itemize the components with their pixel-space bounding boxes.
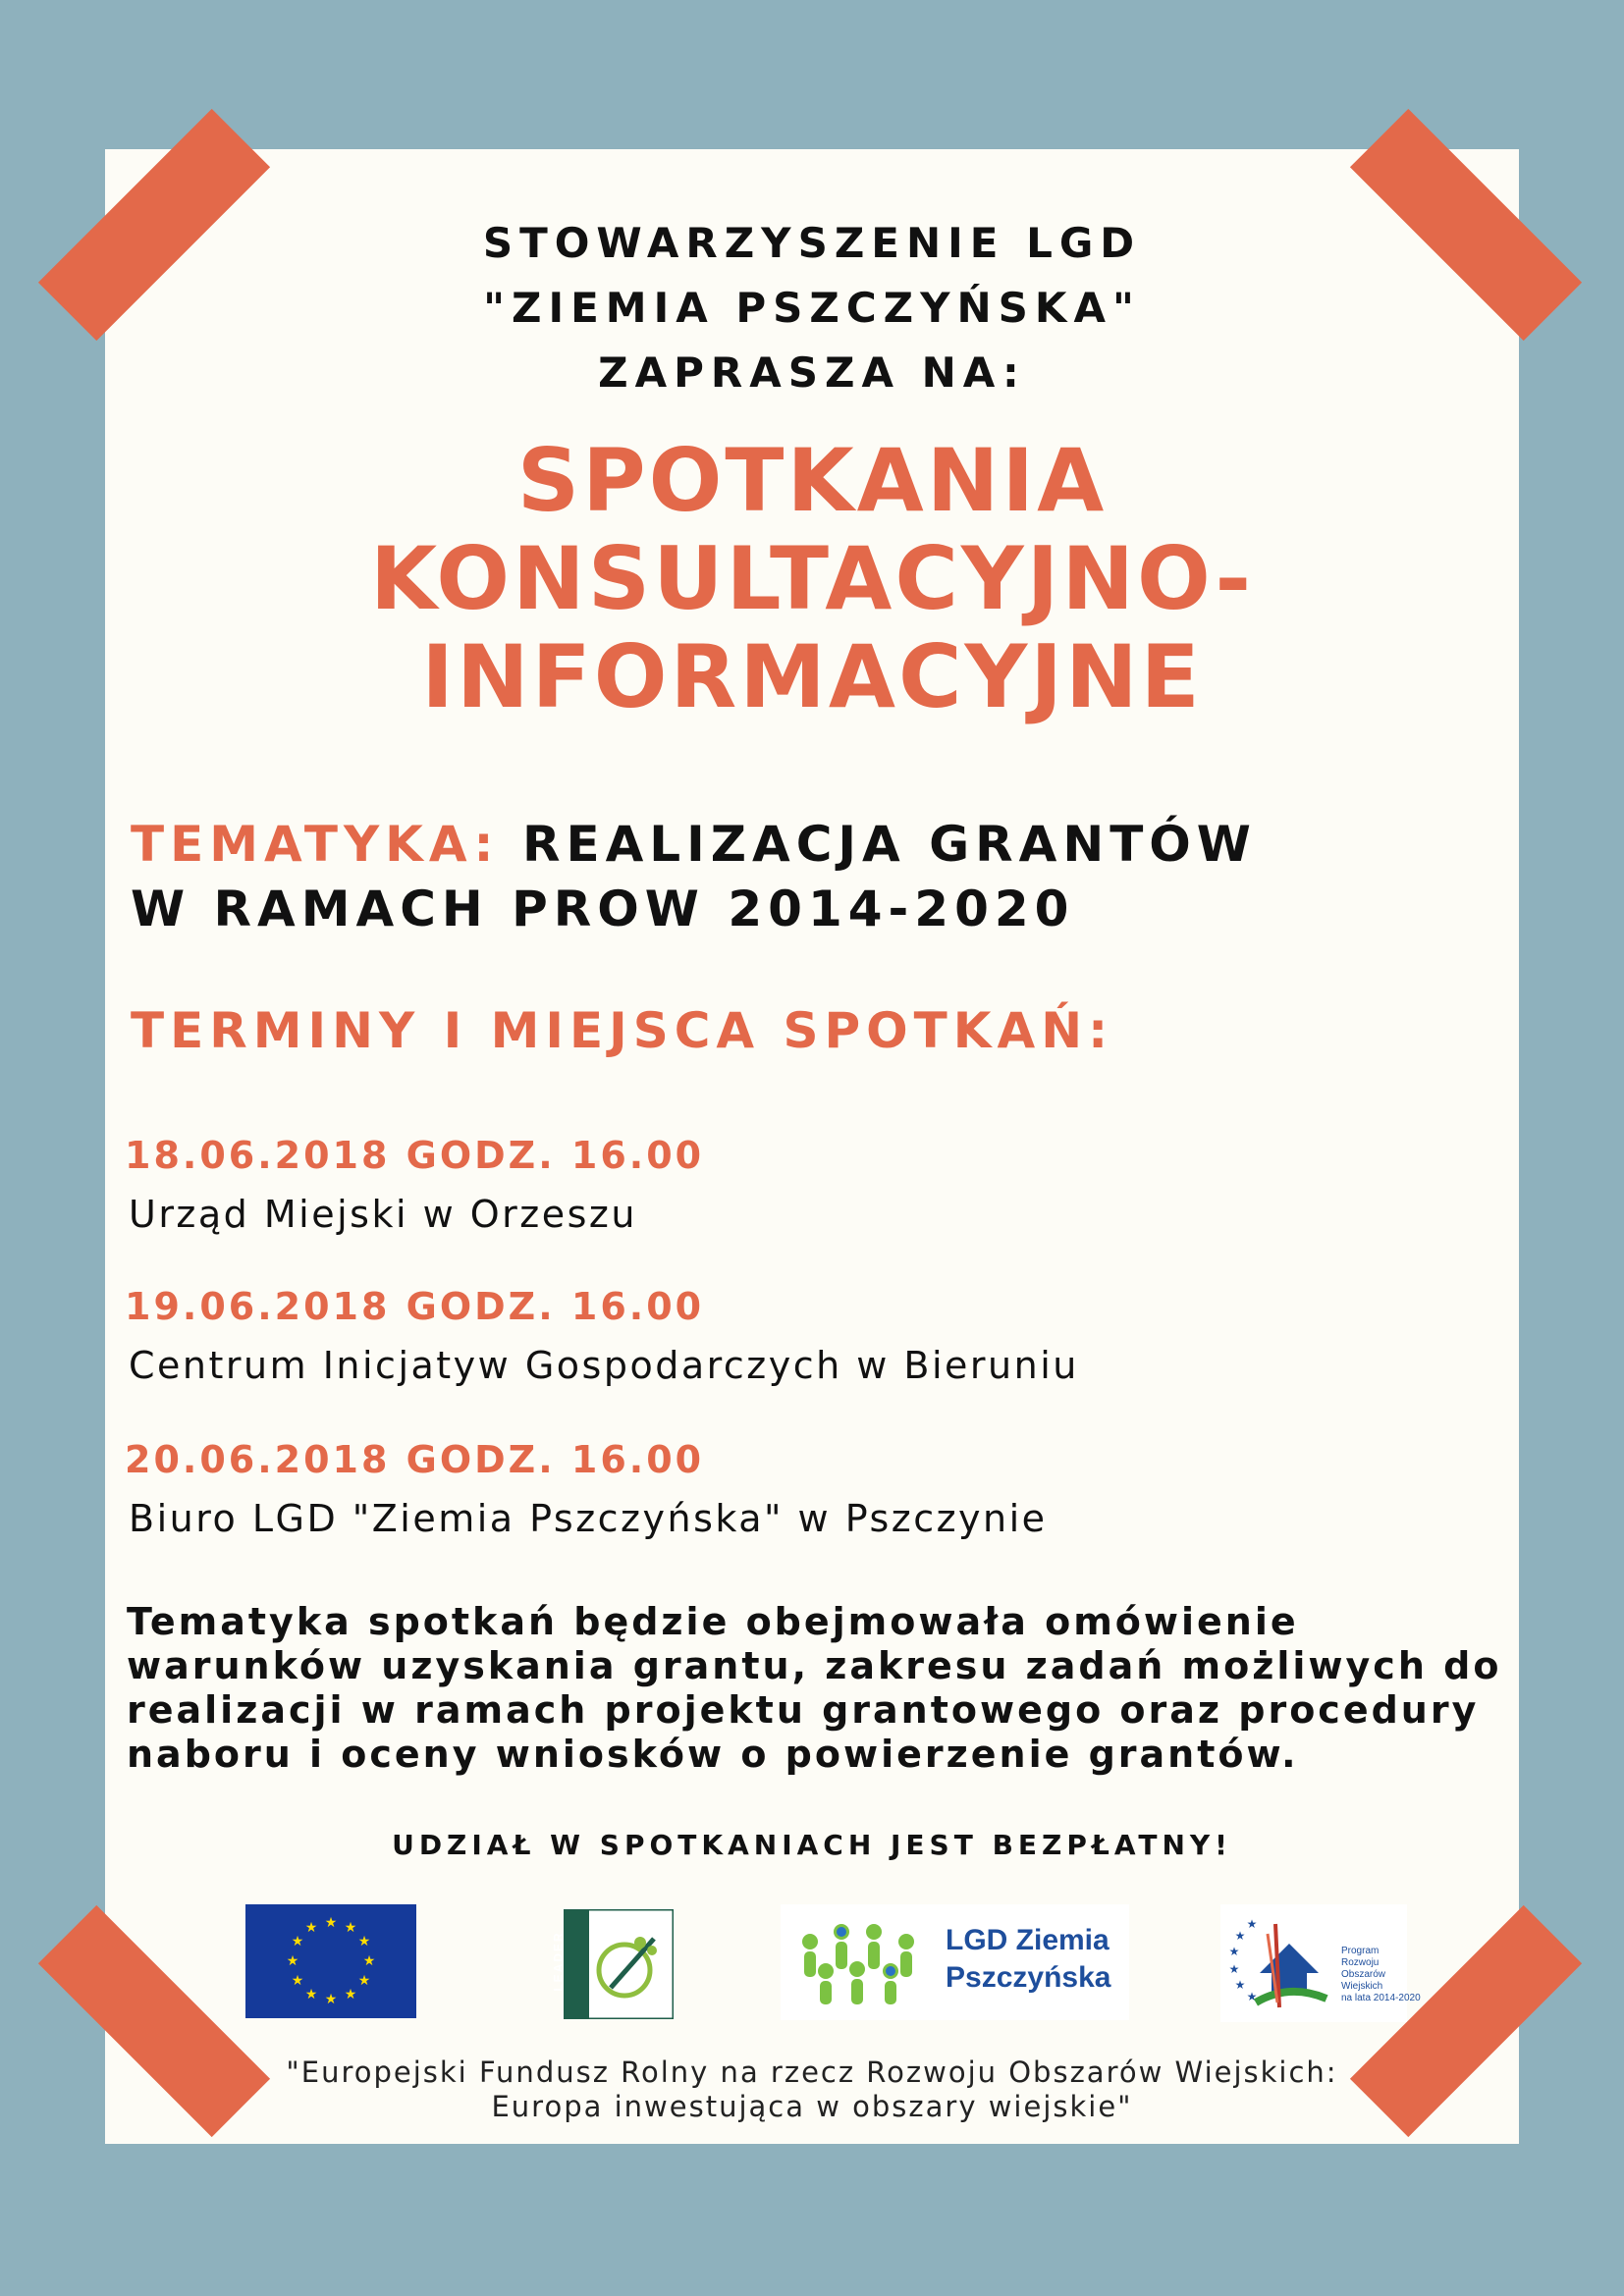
svg-text:★: ★ — [304, 1920, 318, 1936]
quote-line: Europa inwestująca w obszary wiejskie" — [491, 2090, 1133, 2123]
lgd-name — [946, 1922, 1110, 1997]
prow-text-line: Obszarów — [1341, 1969, 1386, 1980]
svg-text:★: ★ — [1234, 1929, 1246, 1943]
svg-text:★: ★ — [357, 1973, 371, 1989]
meeting-date: 19.06.2018 GODZ. 16.00 — [125, 1285, 705, 1328]
prow-text-line: Wiejskich — [1341, 1981, 1383, 1992]
svg-text:★: ★ — [1228, 1962, 1240, 1976]
svg-text:★: ★ — [1228, 1945, 1240, 1958]
svg-text:★: ★ — [291, 1934, 304, 1949]
title-line: SPOTKANIA — [516, 430, 1108, 531]
svg-text:★: ★ — [291, 1973, 304, 1989]
free-notice: UDZIAŁ W SPOTKANIACH JEST BEZPŁATNY! — [392, 1829, 1232, 1861]
meeting-place: Biuro LGD "Ziemia Pszczyńska" w Pszczynie — [129, 1497, 1048, 1540]
lgd-name-line: Pszczyńska — [946, 1961, 1111, 1994]
description-line: realizacji w ramach projektu grantowego oraz procedury — [127, 1688, 1480, 1732]
prow-text-line: Program — [1341, 1946, 1380, 1956]
prow-text-line: Rozwoju — [1341, 1957, 1380, 1968]
svg-text:★: ★ — [1234, 1978, 1246, 1992]
theme-label: TEMATYKA: — [131, 816, 500, 873]
meeting-place: Urząd Miejski w Orzeszu — [129, 1193, 637, 1236]
svg-text:★: ★ — [362, 1953, 376, 1969]
prow-logo — [1220, 1904, 1421, 2022]
organizer-block — [105, 211, 1519, 405]
lgd-logo — [781, 1904, 1129, 2020]
prow-text — [1341, 1946, 1421, 2004]
svg-text:★: ★ — [1246, 1990, 1258, 2003]
svg-text:★: ★ — [1246, 1917, 1258, 1931]
event-title — [105, 432, 1519, 726]
svg-text:★: ★ — [304, 1987, 318, 2002]
svg-text:★: ★ — [324, 1915, 338, 1931]
meeting-date: 20.06.2018 GODZ. 16.00 — [125, 1438, 705, 1481]
svg-text:★: ★ — [344, 1987, 357, 2002]
eu-flag-icon — [245, 1904, 416, 2018]
prow-text-line: na lata 2014-2020 — [1341, 1993, 1421, 2003]
svg-text:★: ★ — [286, 1953, 299, 1969]
lgd-people-icon — [781, 1904, 938, 2020]
theme-line: W RAMACH PROW 2014-2020 — [131, 881, 1075, 937]
meeting-date: 18.06.2018 GODZ. 16.00 — [125, 1134, 705, 1177]
quote-line: "Europejski Fundusz Rolny na rzecz Rozwoju Obszarów Wiejskich: — [286, 2056, 1338, 2089]
theme-line: REALIZACJA GRANTÓW — [521, 816, 1257, 873]
title-line: KONSULTACYJNO- — [370, 528, 1254, 629]
description-line: warunków uzyskania grantu, zakresu zadań możliwych do — [127, 1644, 1502, 1687]
description-line: Tematyka spotkań będzie obejmowała omówienie — [127, 1600, 1299, 1643]
eafrd-quote — [105, 2056, 1519, 2124]
lgd-name-line: LGD Ziemia — [946, 1924, 1110, 1956]
terms-heading: TERMINY I MIEJSCA SPOTKAŃ: — [131, 1002, 1114, 1059]
leader-logo-icon — [551, 1909, 674, 2019]
svg-text:★: ★ — [344, 1920, 357, 1936]
svg-text:★: ★ — [324, 1992, 338, 2007]
organizer-line: "ZIEMIA PSZCZYŃSKA" — [483, 284, 1141, 332]
leader-text: LEADER — [551, 1931, 566, 1992]
organizer-line: ZAPRASZA NA: — [598, 348, 1026, 397]
svg-text:★: ★ — [357, 1934, 371, 1949]
meeting-place: Centrum Inicjatyw Gospodarczych w Bieruniu — [129, 1344, 1079, 1387]
description — [127, 1600, 1501, 1777]
description-line: naboru i oceny wniosków o powierzenie grantów. — [127, 1733, 1299, 1776]
prow-logo-icon — [1220, 1904, 1338, 2022]
organizer-line: STOWARZYSZENIE LGD — [482, 219, 1142, 267]
title-line: INFORMACYJNE — [421, 626, 1203, 727]
theme-block — [131, 812, 1257, 941]
